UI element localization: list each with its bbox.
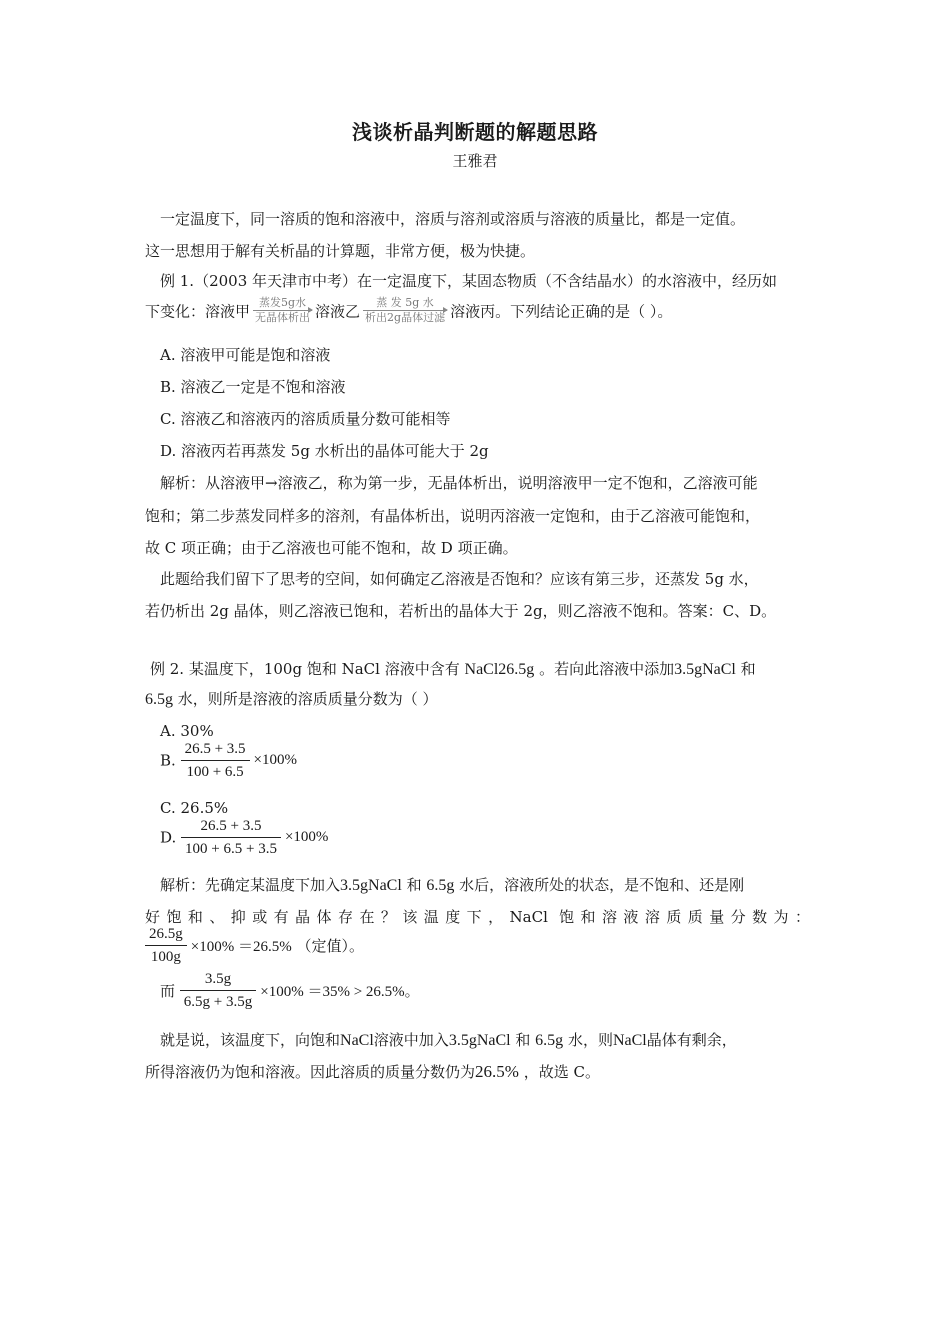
- option-b-multiplier: ×100%: [253, 752, 298, 768]
- conclusion-math-nacl-2: NaCl: [612, 1032, 647, 1049]
- example2-option-d: [160, 817, 825, 858]
- arrow-step-1: [253, 296, 312, 325]
- analysis-text-b: 和: [406, 876, 422, 894]
- analysis-fraction-1-numerator: 26.5g: [149, 926, 183, 942]
- example2-conclusion-2: [145, 1061, 810, 1082]
- author-name: 王雅君: [452, 152, 498, 170]
- arrow2-bottom-label: 析出2g晶体过滤: [365, 311, 446, 324]
- analysis-math-nacl: 3.5gNaCl: [340, 877, 402, 894]
- example2-line-2: [145, 688, 810, 709]
- analysis-result-2: ×100% ＝35% > 26.5%: [260, 984, 405, 1000]
- analysis-fraction-2-numerator: 3.5g: [204, 971, 232, 987]
- analysis-math-water: 6.5g: [426, 877, 455, 894]
- analysis-fraction-1: [145, 925, 187, 966]
- example1-analysis-3: 故 C 项正确；由于乙溶液也可能不饱和，故 D 项正确。: [145, 539, 518, 557]
- arrow2-top-label: 蒸 发 5g 水: [376, 296, 434, 309]
- example1-text-a: 下变化：溶液甲: [145, 302, 251, 321]
- option-b-fraction: [181, 740, 250, 781]
- conclusion-math-percent: 26.5%: [475, 1062, 519, 1081]
- conclusion-text-d: 水，则: [567, 1031, 613, 1049]
- example1-text-c: 溶液丙。下列结论正确的是（ ）。: [450, 302, 673, 321]
- option-d-fraction: [181, 817, 281, 858]
- example1-analysis-2: 饱和；第二步蒸发同样多的溶剂，有晶体析出，说明丙溶液一定饱和，由于乙溶液可能饱和，: [145, 507, 761, 525]
- example2-text-c: 和: [740, 660, 756, 678]
- analysis-text-c: 水后，溶液所处的状态，是不饱和、还是刚: [459, 876, 745, 894]
- example1-option-c: C. 溶液乙和溶液丙的溶质质量分数可能相等: [160, 410, 451, 428]
- conclusion-text-e: 晶体有剩余，: [646, 1031, 737, 1049]
- conclusion-text-f: 所得溶液仍为饱和溶液。因此溶质的质量分数仍为: [145, 1063, 476, 1081]
- example2-analysis-1: [160, 874, 825, 895]
- conclusion-text-c: 和: [515, 1031, 531, 1049]
- example1-option-a: A. 溶液甲可能是饱和溶液: [160, 346, 331, 364]
- analysis-fraction-2: [180, 970, 256, 1011]
- example2-math-add: 3.5gNaCl: [674, 661, 736, 678]
- arrow1-top-label: 蒸发5g水: [258, 296, 307, 309]
- example1-option-d: D. 溶液丙若再蒸发 5g 水析出的晶体可能大于 2g: [160, 442, 489, 460]
- example2-analysis-4: [160, 970, 825, 1011]
- intro-line-2: 这一思想用于解有关析晶的计算题，非常方便，极为快捷。: [145, 242, 536, 260]
- example2-option-b: [160, 740, 825, 781]
- example2-line-1: [150, 658, 815, 679]
- arrow-step-2: [363, 296, 447, 325]
- example2-text-d: 水，则所是溶液的溶质质量分数为（ ）: [177, 690, 438, 708]
- arrow1-bottom-label: 无晶体析出: [255, 311, 311, 324]
- example2-math-nacl: NaCl26.5g: [464, 661, 535, 678]
- example2-analysis-2: 好饱和、抑或有晶体存在？该温度下，NaCl 饱和溶液溶质质量分数为：: [145, 908, 810, 926]
- example1-line-1: 例 1.（2003 年天津市中考）在一定温度下，某固态物质（不含结晶水）的水溶液中，经历如: [160, 272, 778, 290]
- example1-option-b: B. 溶液乙一定是不饱和溶液: [160, 378, 346, 396]
- intro-line-1: 一定温度下，同一溶质的饱和溶液中，溶质与溶剂或溶质与溶液的质量比，都是一定值。: [160, 210, 746, 228]
- analysis-text-a: 解析：先确定某温度下加入: [160, 876, 341, 894]
- option-d-numerator: 26.5 + 3.5: [200, 818, 262, 834]
- conclusion-math-nacl: NaCl: [340, 1032, 374, 1049]
- example1-comment-2: 若仍析出 2g 晶体，则乙溶液已饱和，若析出的晶体大于 2g，则乙溶液不饱和。答案：C、D。: [145, 602, 777, 620]
- example2-text-b: 。若向此溶液中添加: [539, 660, 675, 678]
- conclusion-math-add: 3.5gNaCl: [448, 1032, 511, 1049]
- analysis-fraction-1-denominator: 100g: [150, 949, 181, 965]
- page-title: 浅谈析晶判断题的解题思路: [352, 120, 598, 144]
- example1-text-b: 溶液乙: [315, 302, 361, 321]
- option-b-numerator: 26.5 + 3.5: [184, 741, 246, 757]
- example1-comment-1: 此题给我们留下了思考的空间，如何确定乙溶液是否饱和？应该有第三步，还蒸发 5g 水，: [160, 570, 759, 588]
- arrow1-line: [253, 310, 312, 311]
- example2-math-water: 6.5g: [145, 691, 173, 708]
- analysis-text-er: 而: [160, 982, 176, 1000]
- option-d-label: D.: [160, 828, 177, 847]
- analysis-end: 。: [404, 982, 420, 1000]
- option-d-denominator: 100 + 6.5 + 3.5: [185, 841, 277, 857]
- example2-option-a: A. 30%: [160, 722, 214, 740]
- example2-option-c: C. 26.5%: [160, 799, 229, 817]
- example1-line-2: [145, 298, 810, 327]
- conclusion-text-b: 溶液中加入: [373, 1031, 449, 1049]
- example1-analysis-1: 解析：从溶液甲→溶液乙，称为第一步，无晶体析出，说明溶液甲一定不饱和，乙溶液可能: [160, 474, 758, 492]
- analysis-result-1: ×100% ＝26.5%: [190, 939, 292, 955]
- example2-text-a: 例 2. 某温度下，100g 饱和 NaCl 溶液中含有: [150, 660, 460, 678]
- arrow2-line: [363, 310, 447, 311]
- conclusion-math-water: 6.5g: [535, 1032, 564, 1049]
- conclusion-text-g: ，故选 C。: [523, 1063, 600, 1081]
- example2-analysis-3: [145, 925, 810, 966]
- analysis-fraction-2-denominator: 6.5g + 3.5g: [183, 994, 253, 1010]
- conclusion-text-a: 就是说，该温度下，向饱和: [160, 1031, 341, 1049]
- option-b-denominator: 100 + 6.5: [186, 764, 244, 780]
- analysis-note: （定值）。: [296, 937, 364, 955]
- option-d-multiplier: ×100%: [284, 829, 329, 845]
- example2-conclusion-1: [160, 1029, 825, 1050]
- option-b-label: B.: [160, 751, 176, 770]
